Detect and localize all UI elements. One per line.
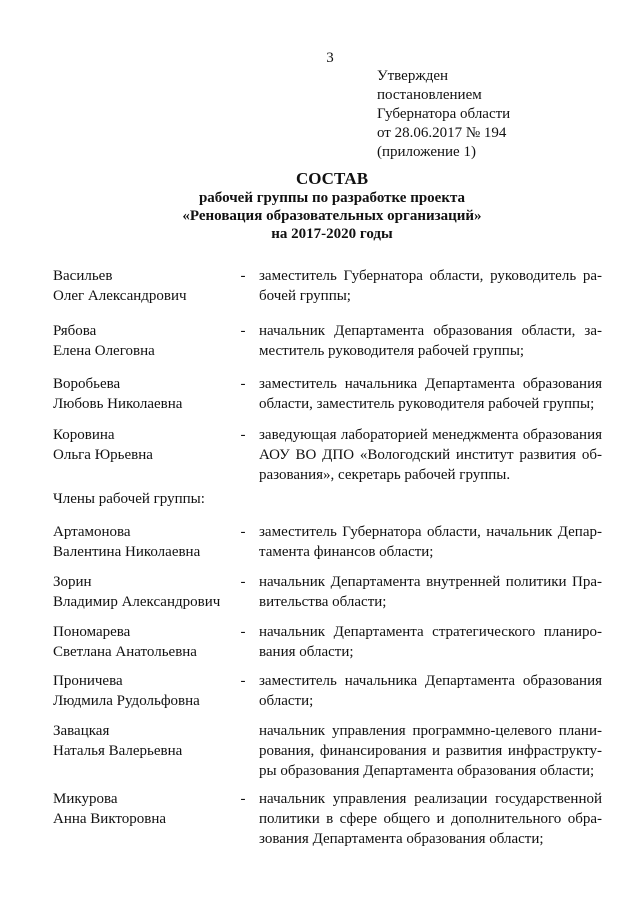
approval-line: Губернатора области: [377, 106, 511, 122]
member-given-name: Олег Александрович: [53, 288, 187, 304]
member-surname: Рябова: [53, 323, 97, 339]
title-line: на 2017-2020 годы: [271, 226, 393, 242]
member-role: заместитель начальника Департамента образования области;: [259, 673, 602, 709]
member-name: [53, 789, 243, 829]
member-role: начальник Департамента образования области, заместитель руководителя рабочей группы;: [259, 323, 602, 359]
member-given-name: Елена Олеговна: [53, 343, 155, 359]
member-role: начальник управления реализации государственной политики в сфере общего и дополнительного образования Департамента образования области;: [259, 791, 602, 847]
separator-dash: -: [240, 376, 246, 392]
title-line: рабочей группы по разработке проекта: [198, 190, 466, 206]
member-surname: Пономарева: [53, 624, 131, 640]
members-heading: Члены рабочей группы:: [53, 491, 205, 507]
approval-line: (приложение 1): [377, 144, 476, 160]
member-role: начальник Департамента стратегического планирования области;: [259, 624, 602, 660]
member-given-name: Валентина Николаевна: [53, 544, 201, 560]
member-surname: Артамонова: [53, 524, 131, 540]
document-title: [0, 168, 640, 243]
separator-dash: -: [240, 624, 246, 640]
member-role: заместитель Губернатора области, руководитель рабочей группы;: [259, 268, 602, 304]
member-surname: Зорин: [53, 574, 92, 590]
separator-dash: -: [240, 427, 246, 443]
member-name: [53, 374, 243, 414]
separator-dash: -: [240, 574, 246, 590]
member-role: начальник управления программно-целевого планирования, финансирования и развития инфраструктуры образования Департамента образования области;: [259, 723, 602, 779]
approval-stamp: [377, 67, 510, 162]
separator-dash: -: [240, 268, 246, 284]
member-given-name: Светлана Анатольевна: [53, 644, 197, 660]
member-name: [53, 622, 243, 662]
member-given-name: Наталья Валерьевна: [53, 743, 183, 759]
member-given-name: Анна Викторовна: [53, 811, 167, 827]
member-name: [53, 572, 243, 612]
member-surname: Васильев: [53, 268, 113, 284]
page-number: 3: [326, 50, 334, 66]
member-given-name: Владимир Александрович: [53, 594, 221, 610]
member-role: заместитель Губернатора области, начальник Департамента финансов области;: [259, 524, 602, 560]
member-name: [53, 671, 243, 711]
member-name: [53, 266, 243, 306]
member-given-name: Людмила Рудольфовна: [53, 693, 200, 709]
member-name: [53, 522, 243, 562]
member-role: начальник Департамента внутренней политики Правительства области;: [259, 574, 602, 610]
approval-line: от 28.06.2017 № 194: [377, 125, 507, 141]
member-surname: Воробьева: [53, 376, 121, 392]
member-surname: Проничева: [53, 673, 123, 689]
member-name: [53, 321, 243, 361]
member-name: [53, 721, 243, 761]
separator-dash: -: [240, 673, 246, 689]
approval-line: постановлением: [377, 87, 482, 103]
separator-dash: -: [240, 791, 246, 807]
member-name: [53, 425, 243, 465]
member-surname: Микурова: [53, 791, 118, 807]
separator-dash: -: [240, 524, 246, 540]
member-surname: Завацкая: [53, 723, 110, 739]
title-main: СОСТАВ: [295, 169, 369, 188]
title-line: «Реновация образовательных организаций»: [182, 208, 482, 224]
member-surname: Коровина: [53, 427, 115, 443]
member-given-name: Любовь Николаевна: [53, 396, 183, 412]
separator-dash: -: [240, 323, 246, 339]
member-role: заведующая лабораторией менеджмента образования АОУ ВО ДПО «Вологодский институт развития образования», секретарь рабочей группы.: [259, 427, 602, 483]
member-role: заместитель начальника Департамента образования области, заместитель руководителя рабочей группы;: [259, 376, 602, 412]
member-given-name: Ольга Юрьевна: [53, 447, 153, 463]
approval-line: Утвержден: [377, 68, 449, 84]
